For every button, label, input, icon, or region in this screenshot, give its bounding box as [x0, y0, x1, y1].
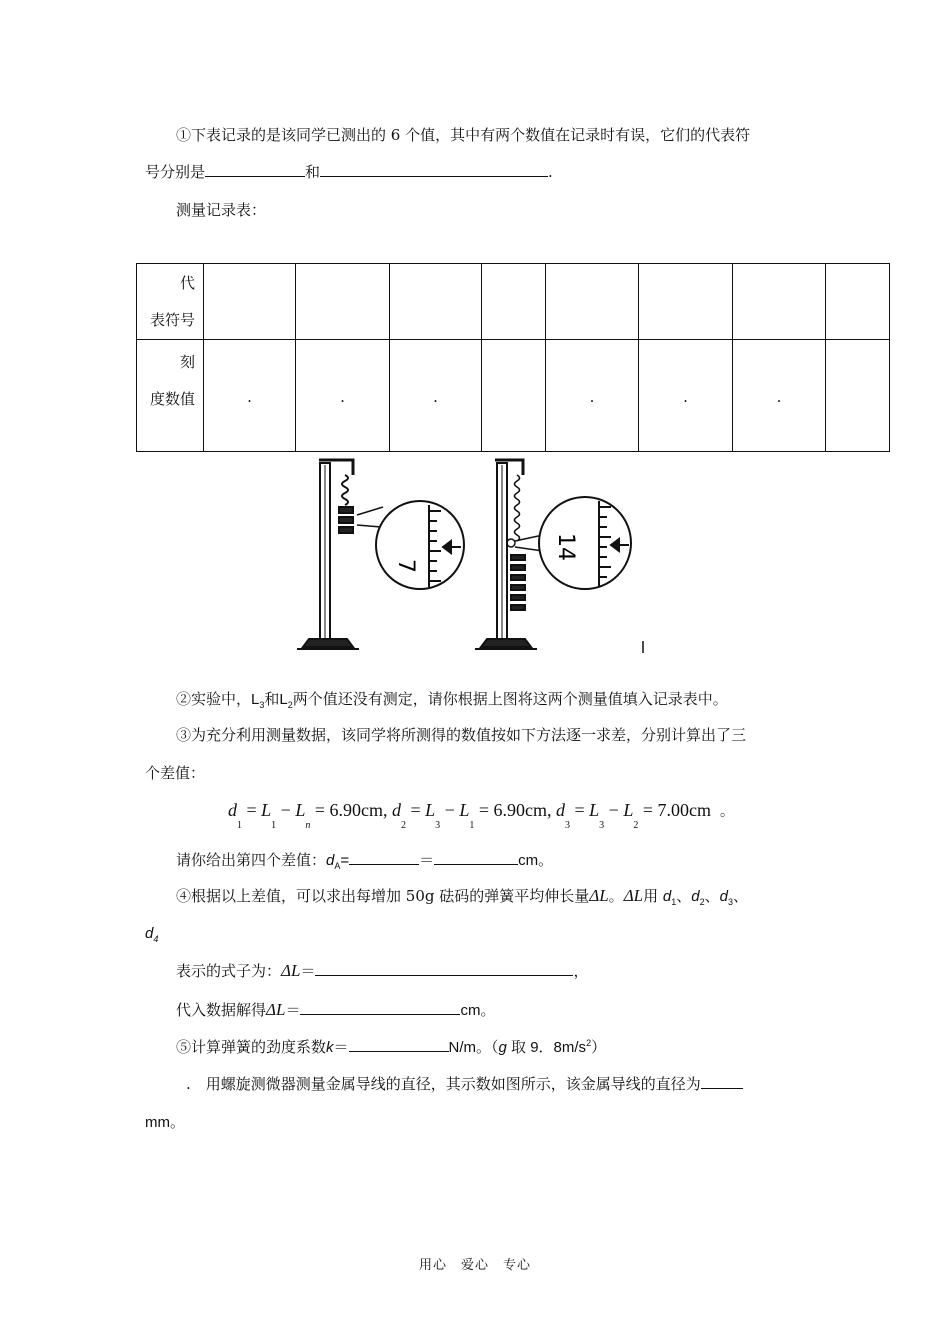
symbol-cell[interactable]: [546, 264, 639, 340]
q4-line3: 表示的式子为：ΔL＝ ，: [176, 961, 589, 980]
symbol-cell[interactable]: [733, 264, 826, 340]
diameter-blank[interactable]: [701, 1087, 743, 1089]
q6-line1: . 用螺旋测微器测量金属导线的直径，其示数如图所示，该金属导线的直径为: [186, 1073, 743, 1094]
q1-line2-and: 和: [305, 163, 321, 181]
delta-l-value-blank[interactable]: [300, 1013, 460, 1015]
right-ruler-number: 14: [553, 533, 578, 561]
symbol-row-label: 代 表符号: [137, 264, 204, 340]
table-title: 测量记录表：: [176, 201, 267, 219]
q1-line2-prefix: 号分别是: [145, 163, 206, 181]
q1-line2: [145, 161, 553, 182]
answer-blank-2[interactable]: [320, 175, 548, 177]
q4-line4: 代入数据解得ΔL＝ cm。: [176, 1000, 496, 1019]
symbol-cell[interactable]: [639, 264, 733, 340]
q6-line2: mm。: [145, 1114, 185, 1131]
value-cell[interactable]: .: [639, 340, 733, 452]
value-row-label: 刻 度数值: [137, 340, 204, 452]
right-apparatus: [475, 460, 631, 649]
left-apparatus: [297, 460, 464, 649]
q2-line: ②实验中，$L_3$和$L_2$两个值还没有测定，请你根据上图将这两个测量值填入记录表中。: [176, 690, 728, 710]
difference-formula: $d_1 = L_1 - L_n = 6.90cm$, $d_2 = L_3 - L_1 = 6.90cm$, $d_3 = L_3 - L_2 = 7.00cm$ 。: [228, 800, 734, 831]
q4-line1: ④根据以上差值，可以求出每增加 50g 砝码的弹簧平均伸长量ΔL。ΔL用 $d_1$、$d_2$、$d_3$、: [176, 886, 749, 907]
symbol-cell[interactable]: [826, 264, 890, 340]
symbol-cell[interactable]: [296, 264, 390, 340]
value-cell[interactable]: .: [204, 340, 296, 452]
symbol-cell[interactable]: [482, 264, 546, 340]
q3-line1: ③为充分利用测量数据，该同学将所测得的数值按如下方法逐一求差，分别计算出了三: [176, 726, 747, 744]
q5-line: ⑤计算弹簧的劲度系数k＝ N/m。（g 取 9．$8m/s^2$）: [176, 1038, 607, 1056]
value-cell[interactable]: .: [390, 340, 482, 452]
q1-line1: ①下表记录的是该同学已测出的 6 个值，其中有两个数值在记录时有误，它们的代表符: [176, 126, 751, 144]
spring-ruler-figure: [295, 455, 655, 655]
page-footer: 用心 爱心 专心: [418, 1258, 531, 1273]
answer-blank-1[interactable]: [205, 175, 305, 177]
symbol-cell[interactable]: [204, 264, 296, 340]
value-cell[interactable]: .: [546, 340, 639, 452]
left-ruler-number: 7: [393, 559, 418, 573]
value-cell[interactable]: .: [296, 340, 390, 452]
delta-l-expression-blank[interactable]: [315, 974, 573, 976]
q4-line2: $d_4$: [145, 925, 159, 944]
q3-line2: 个差值：: [145, 764, 206, 782]
spring-constant-blank[interactable]: [349, 1050, 449, 1052]
symbol-row: [137, 264, 890, 340]
value-row: [137, 340, 890, 452]
value-cell[interactable]: [482, 340, 546, 452]
q1-line2-period: .: [548, 163, 553, 181]
d4-expression-blank[interactable]: [349, 863, 419, 865]
value-cell[interactable]: [826, 340, 890, 452]
symbol-cell[interactable]: [390, 264, 482, 340]
record-table: [136, 263, 890, 452]
q3-fourth-difference: 请你给出第四个差值：$d_A=$ ＝ cm。: [176, 851, 554, 871]
value-cell[interactable]: .: [733, 340, 826, 452]
d4-value-blank[interactable]: [434, 863, 518, 865]
